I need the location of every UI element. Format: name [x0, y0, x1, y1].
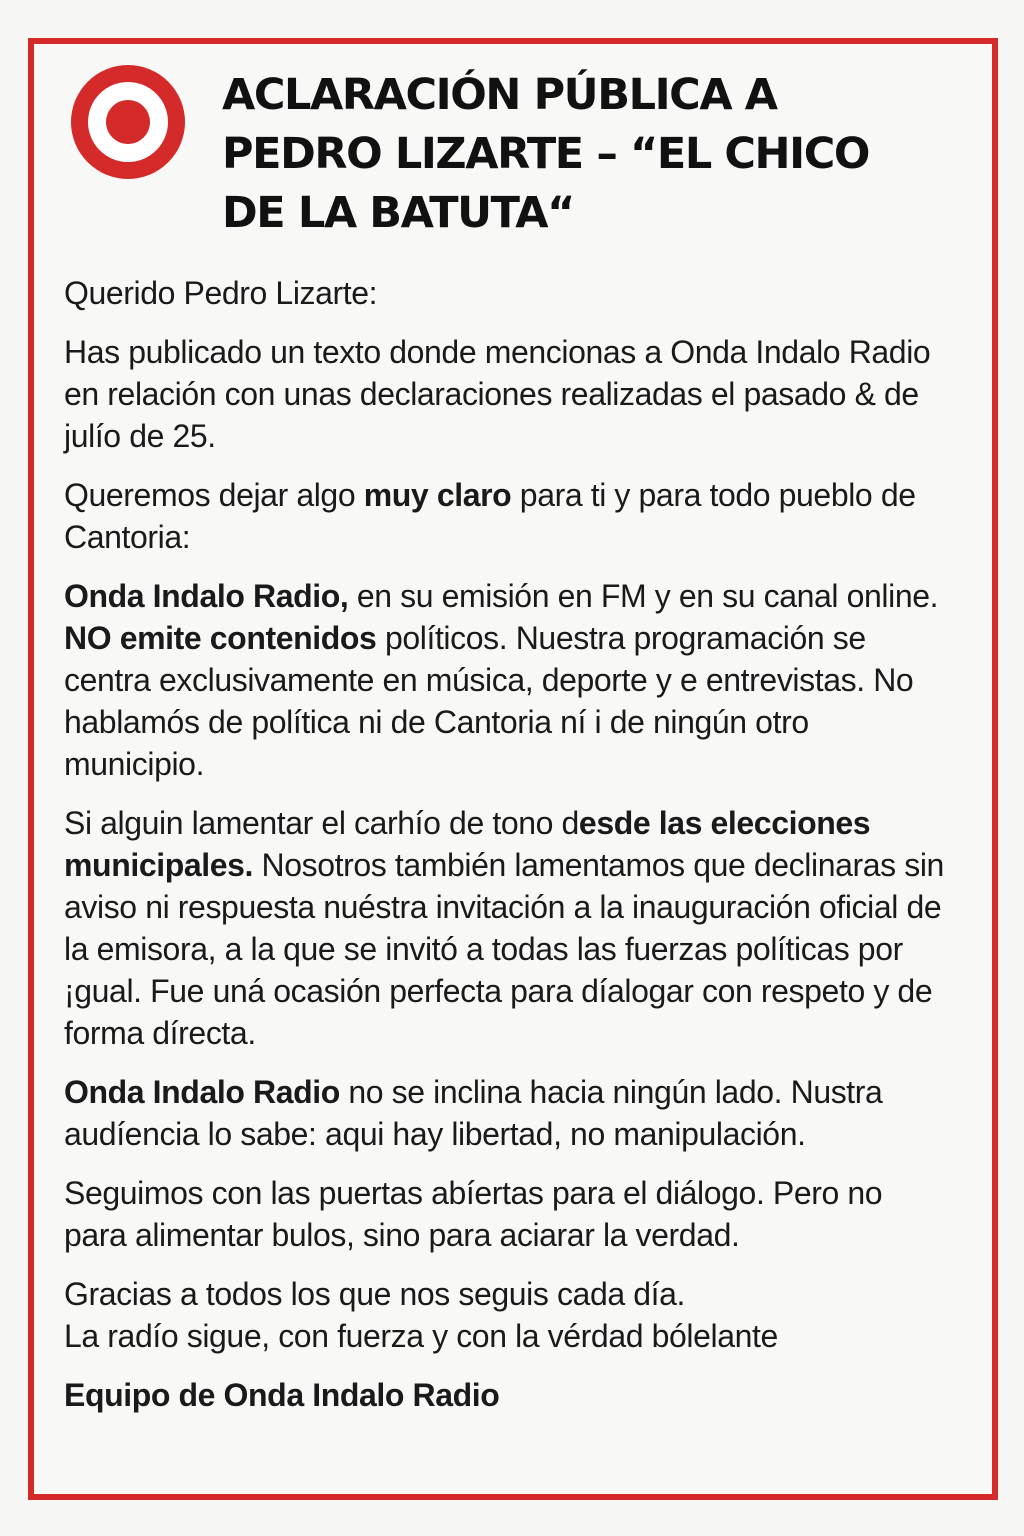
p2-text-c: para ti y para todo pueblo de Cantoria: [64, 477, 916, 555]
target-icon [70, 64, 186, 180]
paragraph-thanks [64, 1273, 944, 1357]
p3-emphasis: NO emite contenidos [64, 620, 377, 656]
title-line-1: ACLARACIÓN PÚBLICA A [222, 70, 777, 120]
letter-body [64, 272, 944, 1433]
p5-station-name: Onda Indalo Radio [64, 1074, 340, 1110]
paragraph-dialogue: Seguimos con las puertas abíertas para el diálogo. Pero no para alimentar bulos, sino para aciarar la verdad. [64, 1175, 883, 1253]
signature: Equipo de Onda Indalo Radio [64, 1377, 500, 1413]
thanks-line-1: Gracias a todos los que nos seguis cada día. [64, 1276, 686, 1312]
title-line-3: DE LA BATUTA“ [222, 188, 574, 238]
p4-text-c: Nosotros también lamentamos que declinaras sin aviso ni respuesta nuéstra invitación a la inauguración oficial de la emisora, a la que se invitó a todas las fuerzas políticas por ¡gual. Fue uná ocasión perfecta para díalogar con respeto y de forma dírecta. [64, 847, 944, 1051]
p4-emphasis: esde las elecciones municipales. [64, 805, 871, 883]
paragraph-tone-change [64, 802, 944, 1054]
title-line-2: PEDRO LIZARTE – “EL CHICO [222, 129, 870, 179]
p5-text-b: no se inclina hacia ningún lado. Nustra audíencia lo sabe: aqui hay libertad, no manipulación. [64, 1074, 883, 1152]
greeting: Querido Pedro Lizarte: [64, 275, 378, 311]
p3-station-name: Onda Indalo Radio, [64, 578, 349, 614]
paragraph-no-politics [64, 575, 944, 785]
p2-text-a: Queremos dejar algo [64, 477, 364, 513]
thanks-line-2: La radío sigue, con fuerza y con la vérdad bólelante [64, 1318, 778, 1354]
paragraph-neutral [64, 1071, 944, 1155]
p4-text-a: Si alguin lamentar el carhío de tono d [64, 805, 579, 841]
page-title [222, 66, 942, 243]
p3-text-b: en su emisión en FM y en su canal online. [348, 578, 939, 614]
p3-text-d: políticos. Nuestra programación se centra exclusivamente en música, deporte y e entrevistas. No hablamós de política ni de Cantoria ní i de ningún otro municipio. [64, 620, 914, 782]
paragraph-clarify [64, 474, 944, 558]
paragraph-publication: Has publicado un texto donde mencionas a Onda Indalo Radio en relación con unas declaraciones realizadas el pasado & de julío de 25. [64, 334, 931, 454]
p2-emphasis: muy claro [363, 477, 512, 513]
